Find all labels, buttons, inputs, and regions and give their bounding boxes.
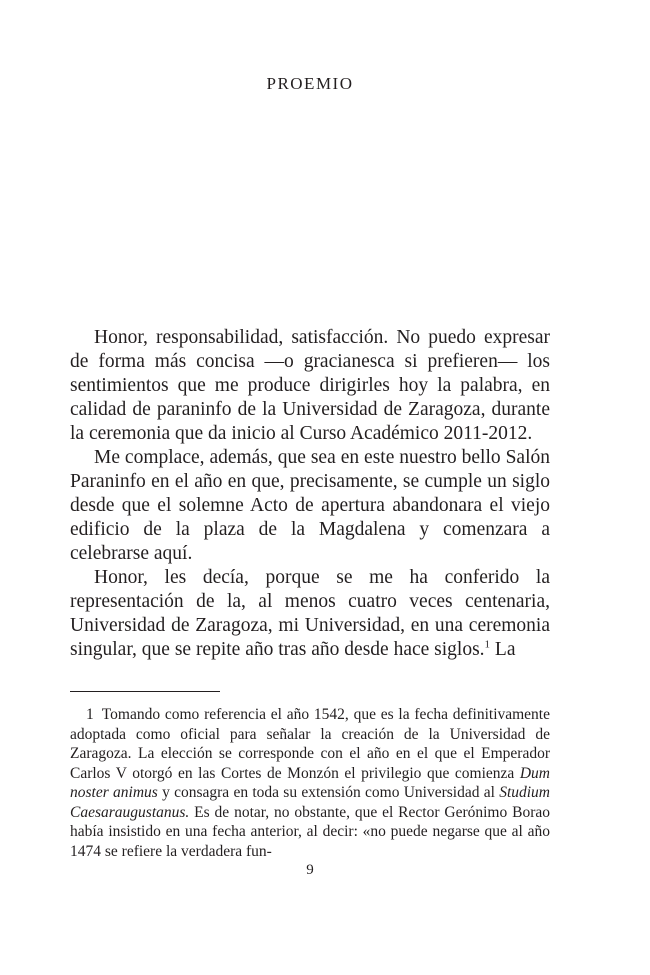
main-text (70, 326, 550, 662)
paragraph-3-text: Honor, les decía, porque se me ha conferido la representación de la, al menos cuatro veces centenaria, Universidad de Zaragoza, mi Universidad, en una ceremonia singular, que se repite año tras año desde hace siglos. (70, 567, 550, 660)
footnote-reference[interactable]: 1 (484, 638, 491, 651)
page-number: 9 (306, 862, 314, 878)
paragraph-3 (70, 566, 550, 662)
paragraph-1: Honor, responsabilidad, satisfacción. No puedo expresar de forma más concisa —o gracianesca si prefieren— los sentimientos que me produce dirigirles hoy la palabra, en calidad de paraninfo de la Universidad de Zaragoza, durante la ceremonia que da inicio al Curso Académico 2011-2012. (70, 327, 550, 444)
footnote-number: 1 (86, 706, 94, 723)
footnote-text-3: Es de notar, no obstante, que el Rector Gerónimo Borao había insistido en una fecha anterior, al decir: «no puede negarse que al año 1474 se refiere la verdadera fun- (70, 803, 550, 860)
footnote-italic-2: Studium Caesaraugustanus. (70, 784, 550, 821)
footnote-text-1: Tomando como referencia el año 1542, que es la fecha definitivamente adoptada como oficial para señalar la creación de la Universidad de Zaragoza. La elección se corresponde con el año en el que el Emperador Carlos V otorgó en las Cortes de Monzón el privilegio que comienza (70, 706, 550, 782)
paragraph-3-tail: La (490, 639, 516, 660)
paragraph-2: Me complace, además, que sea en este nuestro bello Salón Paraninfo en el año en que, precisamente, se cumple un siglo desde que el solemne Acto de apertura abandonara el viejo edificio de la plaza de la Magdalena y comenzara a celebrarse aquí. (70, 447, 550, 564)
page-title: PROEMIO (266, 74, 354, 93)
footnote-italic-1: Dum noster animus (70, 764, 550, 801)
footnote-rule (70, 691, 220, 692)
footnote (70, 705, 550, 861)
footnote-text-2: y consagra en toda su extensión como Universidad al (157, 784, 500, 801)
